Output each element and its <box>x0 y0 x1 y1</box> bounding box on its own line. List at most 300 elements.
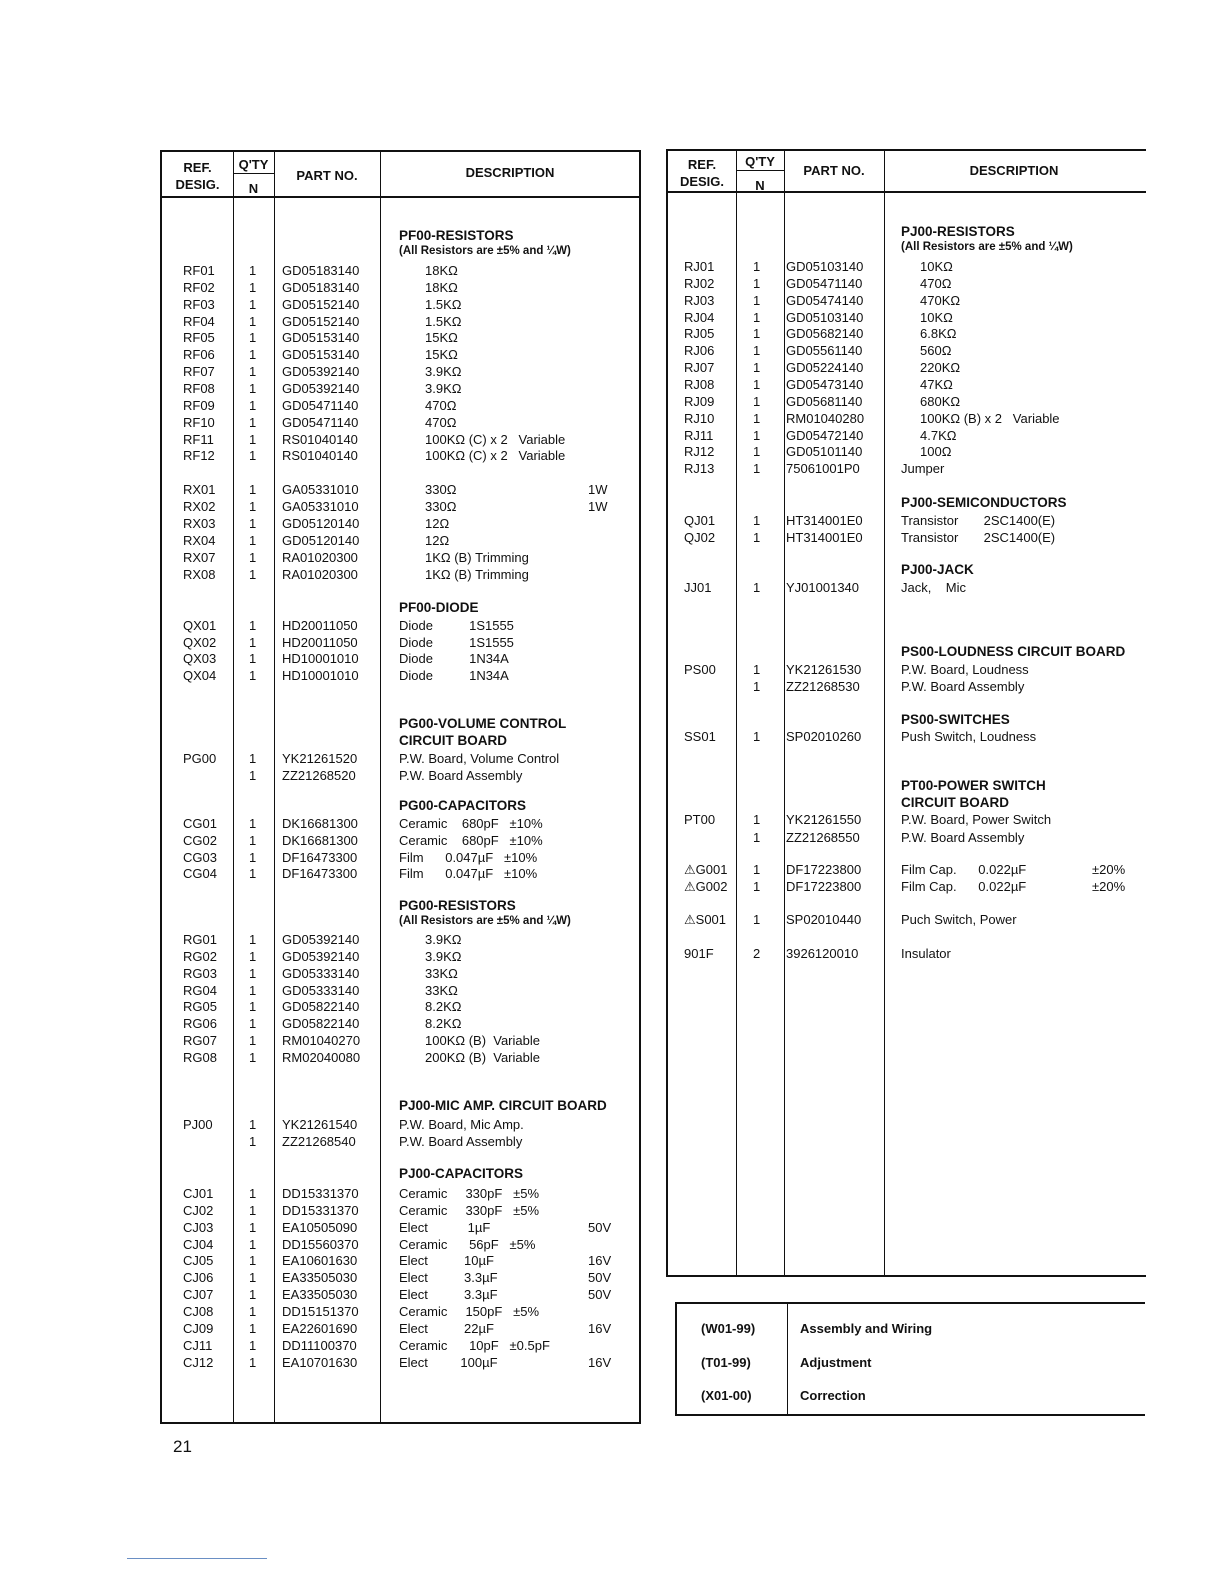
description: 15KΩ <box>425 330 458 346</box>
table-row <box>0 394 1224 410</box>
ref-desig: RJ06 <box>684 343 715 359</box>
qty: 1 <box>249 482 257 497</box>
qty: 1 <box>753 679 761 694</box>
left-section-note: (All Resistors are ±5% and ¼W) <box>399 245 571 257</box>
ref-desig: RF12 <box>183 448 215 464</box>
qty: 1 <box>249 1117 257 1132</box>
table-row <box>0 830 1224 846</box>
qty: 1 <box>753 292 761 308</box>
ref-desig: RJ08 <box>684 377 715 392</box>
qty: 2 <box>753 946 761 961</box>
part-no: DF16473300 <box>282 866 358 882</box>
hdr-part-r: PART NO. <box>803 163 865 178</box>
qty: 1 <box>249 1050 257 1065</box>
part-no: HT314001E0 <box>786 529 863 545</box>
qty: 1 <box>249 999 257 1015</box>
description: 3.9KΩ <box>425 381 462 396</box>
ref-desig: RJ04 <box>684 309 715 325</box>
ref-desig: QX01 <box>183 618 217 633</box>
ref-desig: CJ12 <box>183 1354 214 1370</box>
qty: 1 <box>249 932 257 947</box>
part-no: HT314001E0 <box>786 513 863 528</box>
qty: 1 <box>249 549 257 565</box>
left-section-title: PF00-RESISTORS <box>399 228 514 243</box>
hdr-n-r: N <box>755 178 765 193</box>
part-no: GD05120140 <box>282 515 360 531</box>
qty: 1 <box>249 1320 257 1336</box>
qty: 1 <box>249 1016 257 1032</box>
table-row <box>0 377 1224 393</box>
description: 220KΩ <box>920 360 961 376</box>
part-no: GD05152140 <box>282 313 360 329</box>
description: 15KΩ <box>425 347 458 363</box>
ref-desig: CG02 <box>183 832 217 848</box>
part-no: GD05561140 <box>786 343 863 359</box>
description-extra: 16V <box>588 1320 612 1336</box>
ref-desig: 901F <box>684 946 714 961</box>
description: P.W. Board Assembly <box>399 1134 523 1149</box>
ref-desig: RF07 <box>183 364 215 380</box>
part-no: GD05224140 <box>786 360 864 376</box>
part-no: RA01020300 <box>282 549 358 565</box>
table-row <box>0 310 1224 326</box>
table-row <box>0 662 1224 678</box>
table-row <box>0 530 1224 546</box>
right-section-title-2: CIRCUIT BOARD <box>901 795 1009 810</box>
qty: 1 <box>753 461 761 477</box>
description: 8.2KΩ <box>425 1016 462 1032</box>
qty: 1 <box>249 1219 257 1235</box>
description: 1.5KΩ <box>425 313 462 329</box>
hdr-ref-r: REF. <box>687 157 717 172</box>
part-no: GD05471140 <box>282 414 359 430</box>
ref-desig: ⚠G001 <box>684 862 728 877</box>
qty: 1 <box>249 515 257 531</box>
part-no: GD05471140 <box>786 275 863 291</box>
ref-desig: CJ11 <box>183 1337 213 1353</box>
description: Ceramic 680pF ±10% <box>399 832 543 848</box>
ref-desig: RJ02 <box>684 275 715 291</box>
ref-desig: RF04 <box>183 313 215 329</box>
ref-desig: RG02 <box>183 948 217 964</box>
description: Ceramic 150pF ±5% <box>399 1304 540 1319</box>
description: Transistor 2SC1400(E) <box>901 513 1056 528</box>
qty: 1 <box>753 326 761 342</box>
ref-desig: RG05 <box>183 999 217 1015</box>
description: 4.7KΩ <box>920 427 957 443</box>
part-no: DD15331370 <box>282 1186 359 1201</box>
ref-desig: CG04 <box>183 866 217 882</box>
table-row <box>0 812 1224 828</box>
qty: 1 <box>249 1354 257 1370</box>
qty: 1 <box>249 816 257 831</box>
description: Diode 1S1555 <box>399 634 514 650</box>
qty: 1 <box>753 529 761 545</box>
part-no: YK21261540 <box>282 1117 358 1132</box>
qty: 1 <box>753 580 761 595</box>
description: P.W. Board, Loudness <box>901 662 1029 677</box>
description: 3.9KΩ <box>425 364 462 380</box>
hdr-desc: DESCRIPTION <box>465 165 555 180</box>
part-no: YK21261550 <box>786 812 862 827</box>
part-no: GA05331010 <box>282 498 359 514</box>
qty: 1 <box>249 313 257 329</box>
description: 8.2KΩ <box>425 999 462 1015</box>
ref-desig: RG01 <box>183 932 217 947</box>
description: Ceramic 680pF ±10% <box>399 816 543 831</box>
ref-desig: CJ04 <box>183 1236 214 1252</box>
table-row <box>0 411 1224 427</box>
qty: 1 <box>249 668 257 684</box>
qty: 1 <box>249 566 257 582</box>
ref-desig: RF02 <box>183 279 215 295</box>
hdr-part: PART NO. <box>296 168 358 183</box>
description: Push Switch, Loudness <box>901 729 1037 744</box>
ref-desig: RF06 <box>183 347 215 363</box>
ref-desig: RF10 <box>183 414 215 430</box>
description: 330Ω <box>425 482 457 497</box>
part-no: GD05471140 <box>282 397 359 413</box>
description: P.W. Board Assembly <box>399 768 523 783</box>
qty: 1 <box>249 1134 257 1149</box>
description-extra: 1W <box>588 482 608 497</box>
description: 3.9KΩ <box>425 948 462 964</box>
qty: 1 <box>249 751 257 766</box>
ref-desig: RG03 <box>183 965 217 981</box>
part-no: ZZ21268520 <box>282 768 356 783</box>
description: 100KΩ (C) x 2 Variable <box>425 448 566 464</box>
qty: 1 <box>249 1253 257 1269</box>
ref-desig: CJ09 <box>183 1320 214 1336</box>
left-section-title: PF00-DIODE <box>399 600 479 615</box>
table-row <box>0 862 1224 878</box>
description-extra: ±20% <box>1092 879 1126 894</box>
description: Ceramic 330pF ±5% <box>399 1202 540 1218</box>
part-no: YK21261520 <box>282 751 358 766</box>
ref-desig: RF11 <box>183 431 214 447</box>
ref-desig: PG00 <box>183 751 217 766</box>
description: Elect 3.3µF <box>399 1287 498 1303</box>
qty: 1 <box>249 634 257 650</box>
description: 100KΩ (B) x 2 Variable <box>920 410 1060 426</box>
part-no: GD05822140 <box>282 999 360 1015</box>
table-row <box>0 360 1224 376</box>
description: Transistor 2SC1400(E) <box>901 529 1056 545</box>
description-extra: ±20% <box>1092 862 1126 877</box>
part-no: GD05474140 <box>786 292 864 308</box>
description-extra: 16V <box>588 1253 612 1269</box>
part-no: GD05392140 <box>282 381 360 396</box>
part-no: EA22601690 <box>282 1320 358 1336</box>
qty: 1 <box>249 364 257 380</box>
description: 680KΩ <box>920 393 961 409</box>
part-no: GA05331010 <box>282 482 359 497</box>
part-no: RA01020300 <box>282 566 358 582</box>
ref-desig: CJ07 <box>183 1287 214 1303</box>
hdr-n: N <box>248 181 259 196</box>
ref-desig: RJ10 <box>684 410 715 426</box>
description: Jumper <box>901 461 945 477</box>
part-no: GD05101140 <box>786 444 863 460</box>
part-no: GD05103140 <box>786 309 864 325</box>
ref-desig: RG07 <box>183 1033 217 1049</box>
ref-desig: RJ11 <box>684 427 714 443</box>
qty: 1 <box>249 397 257 413</box>
ref-desig: JJ01 <box>684 580 712 595</box>
qty: 1 <box>249 618 257 633</box>
qty: 1 <box>753 879 761 894</box>
description: Diode 1N34A <box>399 651 509 667</box>
part-no: RS01040140 <box>282 448 358 464</box>
part-no: GD05183140 <box>282 263 360 278</box>
part-no: SP02010260 <box>786 729 862 744</box>
description: 10KΩ <box>920 309 953 325</box>
footer-link-line <box>127 1558 267 1559</box>
part-no: YJ01001340 <box>786 580 860 595</box>
description: Diode 1N34A <box>399 668 509 684</box>
ref-desig: CJ06 <box>183 1270 214 1286</box>
qty: 1 <box>249 982 257 998</box>
qty: 1 <box>249 347 257 363</box>
part-no: YK21261530 <box>786 662 862 677</box>
hdr-desig: DESIG. <box>175 177 220 192</box>
part-no: SP02010440 <box>786 912 862 927</box>
qty: 1 <box>249 279 257 295</box>
table-row <box>0 293 1224 309</box>
qty: 1 <box>249 768 257 783</box>
ref-desig: RF08 <box>183 381 215 396</box>
description: Film Cap. 0.022µF <box>901 862 1027 877</box>
part-no: GD05153140 <box>282 347 360 363</box>
part-no: 3926120010 <box>786 946 859 961</box>
part-no: DD15331370 <box>282 1202 359 1218</box>
table-row <box>0 343 1224 359</box>
ref-desig: RJ07 <box>684 360 715 376</box>
description: Ceramic 10pF ±0.5pF <box>399 1337 550 1353</box>
part-no: EA10701630 <box>282 1354 358 1370</box>
qty: 1 <box>249 832 257 848</box>
description: 1.5KΩ <box>425 296 462 312</box>
hdr-ref: REF. <box>183 160 212 175</box>
description: 100KΩ (B) Variable <box>425 1033 540 1049</box>
part-no: GD05473140 <box>786 377 864 392</box>
left-section-title-2: CIRCUIT BOARD <box>399 733 507 748</box>
part-no: EA33505030 <box>282 1270 358 1286</box>
description: 100KΩ (C) x 2 Variable <box>425 431 566 447</box>
description-extra: 50V <box>588 1287 612 1303</box>
ref-desig: RG08 <box>183 1050 217 1065</box>
ref-desig: PS00 <box>684 662 716 677</box>
legend-text: Assembly and Wiring <box>800 1321 933 1336</box>
legend-row <box>0 1388 1224 1404</box>
part-no: HD10001010 <box>282 668 359 684</box>
qty: 1 <box>249 1287 257 1303</box>
qty: 1 <box>249 1186 257 1201</box>
qty: 1 <box>753 812 761 827</box>
ref-desig: RJ01 <box>684 259 715 274</box>
hdr-desc-r: DESCRIPTION <box>969 163 1059 178</box>
part-no: HD10001010 <box>282 651 359 667</box>
hdr-qty: Q'TY <box>233 156 274 174</box>
qty: 1 <box>249 866 257 882</box>
qty: 1 <box>753 427 761 443</box>
description: 470Ω <box>425 397 457 413</box>
ref-desig: CJ05 <box>183 1253 214 1269</box>
ref-desig: QJ02 <box>684 529 716 545</box>
description: 100Ω <box>920 444 952 460</box>
qty: 1 <box>249 330 257 346</box>
description: 47KΩ <box>920 377 953 392</box>
qty: 1 <box>249 381 257 396</box>
ref-desig: ⚠S001 <box>684 912 727 927</box>
ref-desig: QX03 <box>183 651 217 667</box>
ref-desig: CJ01 <box>183 1186 214 1201</box>
table-row <box>0 513 1224 529</box>
table-row <box>0 326 1224 342</box>
table-row <box>0 444 1224 460</box>
description: 3.9KΩ <box>425 932 462 947</box>
page-number: 21 <box>173 1437 192 1456</box>
description: Ceramic 330pF ±5% <box>399 1186 540 1201</box>
description: Elect 100µF <box>399 1354 498 1370</box>
qty: 1 <box>753 343 761 359</box>
description: 470Ω <box>920 275 952 291</box>
description: 18KΩ <box>425 279 458 295</box>
ref-desig: PT00 <box>684 812 716 827</box>
ref-desig: QX04 <box>183 668 217 684</box>
description: P.W. Board Assembly <box>901 679 1025 694</box>
description: Elect 22µF <box>399 1320 494 1336</box>
qty: 1 <box>753 513 761 528</box>
table-row <box>0 729 1224 745</box>
left-section-title: PJ00-CAPACITORS <box>399 1166 524 1181</box>
description: 470KΩ <box>920 292 961 308</box>
description: Film Cap. 0.022µF <box>901 879 1027 894</box>
qty: 1 <box>249 965 257 981</box>
qty: 1 <box>249 1337 257 1353</box>
qty: 1 <box>753 275 761 291</box>
ref-desig: RJ05 <box>684 326 715 342</box>
ref-desig: CJ03 <box>183 1219 214 1235</box>
qty: 1 <box>753 259 761 274</box>
part-no: HD20011050 <box>282 618 358 633</box>
table-row <box>0 259 1224 275</box>
left-section-title: PG00-VOLUME CONTROL <box>399 716 567 731</box>
description: 1KΩ (B) Trimming <box>425 566 529 582</box>
ref-desig: RF03 <box>183 296 215 312</box>
description-extra: 50V <box>588 1219 612 1235</box>
description: 6.8KΩ <box>920 326 957 342</box>
qty: 1 <box>249 948 257 964</box>
ref-desig: SS01 <box>684 729 716 744</box>
table-row <box>0 879 1224 895</box>
description: Elect 1µF <box>399 1219 491 1235</box>
table-row <box>0 679 1224 695</box>
part-no: GD05183140 <box>282 279 360 295</box>
part-no: DD15560370 <box>282 1236 359 1252</box>
part-no: DF16473300 <box>282 849 358 865</box>
ref-desig: RF09 <box>183 397 215 413</box>
qty: 1 <box>753 444 761 460</box>
part-no: ZZ21268530 <box>786 679 860 694</box>
part-no: EA10505090 <box>282 1219 358 1235</box>
table-row <box>0 276 1224 292</box>
legend-text: Adjustment <box>800 1355 872 1370</box>
legend-code: (W01-99) <box>701 1321 756 1336</box>
description-extra: 16V <box>588 1354 612 1370</box>
ref-desig: RG04 <box>183 982 217 998</box>
right-section-title: PS00-LOUDNESS CIRCUIT BOARD <box>901 644 1126 659</box>
part-no: GD05681140 <box>786 393 863 409</box>
qty: 1 <box>753 309 761 325</box>
ref-desig: RJ09 <box>684 393 715 409</box>
qty: 1 <box>753 393 761 409</box>
qty: 1 <box>249 532 257 548</box>
qty: 1 <box>753 662 761 677</box>
ref-desig: RF05 <box>183 330 215 346</box>
legend-code: (T01-99) <box>701 1355 751 1370</box>
description: Film 0.047µF ±10% <box>399 866 538 882</box>
ref-desig: RG06 <box>183 1016 217 1032</box>
qty: 1 <box>249 431 257 447</box>
ref-desig: RX03 <box>183 515 216 531</box>
table-row <box>0 428 1224 444</box>
qty: 1 <box>249 296 257 312</box>
description: P.W. Board Assembly <box>901 829 1025 845</box>
part-no: DD11100370 <box>282 1337 357 1353</box>
ref-desig: RJ13 <box>684 461 715 477</box>
part-no: RM02040080 <box>282 1050 361 1065</box>
part-no: GD05682140 <box>786 326 864 342</box>
description-extra: 50V <box>588 1270 612 1286</box>
ref-desig: RX08 <box>183 566 216 582</box>
description-extra: 1W <box>588 498 608 514</box>
description: 33KΩ <box>425 982 458 998</box>
part-no: ZZ21268540 <box>282 1134 356 1149</box>
ref-desig: PJ00 <box>183 1117 213 1132</box>
right-section-title: PJ00-RESISTORS <box>901 224 1015 239</box>
qty: 1 <box>753 829 761 845</box>
right-section-note: (All Resistors are ±5% and ¼W) <box>901 241 1073 253</box>
ref-desig: RJ03 <box>684 292 715 308</box>
ref-desig: CG01 <box>183 816 217 831</box>
table-row <box>0 1287 1224 1303</box>
qty: 1 <box>249 1236 257 1252</box>
description: Elect 10µF <box>399 1253 494 1269</box>
right-section-title: PJ00-JACK <box>901 562 974 577</box>
qty: 1 <box>249 498 257 514</box>
table-row <box>0 946 1224 962</box>
description: Ceramic 56pF ±5% <box>399 1236 536 1252</box>
ref-desig: CG03 <box>183 849 217 865</box>
part-no: 75061001P0 <box>786 461 860 477</box>
part-no: DF17223800 <box>786 862 862 877</box>
description: 200KΩ (B) Variable <box>425 1050 540 1065</box>
ref-desig: RX01 <box>183 482 216 497</box>
description: 12Ω <box>425 532 450 548</box>
part-no: RS01040140 <box>282 431 358 447</box>
ref-desig: RX02 <box>183 498 216 514</box>
hdr-qty-r: Q'TY <box>736 153 784 171</box>
left-section-note: (All Resistors are ±5% and ¼W) <box>399 915 571 927</box>
qty: 1 <box>753 360 761 376</box>
qty: 1 <box>753 862 761 877</box>
description: P.W. Board, Mic Amp. <box>399 1117 524 1132</box>
description: Insulator <box>901 946 951 961</box>
qty: 1 <box>249 651 257 667</box>
table-row <box>0 461 1224 477</box>
ref-desig: ⚠G002 <box>684 879 728 894</box>
